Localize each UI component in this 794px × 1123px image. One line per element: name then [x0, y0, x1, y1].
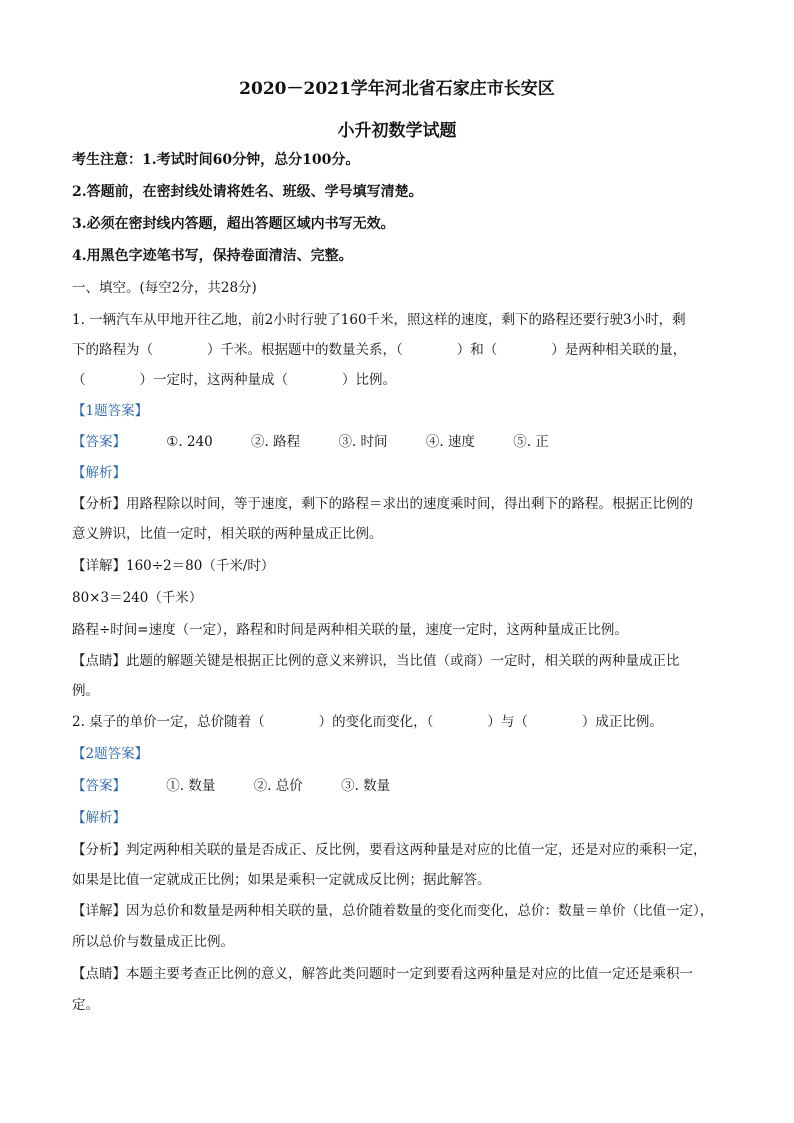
analysis-line: 80×3＝240（千米） [72, 590, 203, 606]
answer-row [72, 776, 732, 796]
answer-item: ①. 240 [166, 434, 213, 450]
answer-item: ②. 路程 [251, 434, 301, 450]
analysis-line: 【详解】160÷2＝80（千米/时） [72, 558, 275, 574]
answer-item: ⑤. 正 [513, 434, 549, 450]
question-line: （ ）一定时，这两种量成（ ）比例。 [72, 372, 396, 388]
question-line: 1. 一辆汽车从甲地开往乙地，前2小时行驶了160千米，照这样的速度，剩下的路程还要行驶3小时，剩 [72, 312, 686, 328]
analysis-line: 【详解】因为总价和数量是两种相关联的量，总价随着数量的变化而变化，总价：数量＝单价（比值一定）， [72, 903, 714, 919]
analysis-line: 【分析】判定两种相关联的量是否成正、反比例，要看这两种量是对应的比值一定，还是对应的乘积一定， [72, 842, 707, 858]
analysis-line: 所以总价与数量成正比例。 [72, 934, 234, 950]
answer-label: 【答案】 [72, 434, 126, 450]
section-heading: 一、填空。(每空2分，共28分) [72, 280, 257, 296]
analysis-tag: 【解析】 [72, 465, 126, 481]
note-line: 2.答题前，在密封线处请将姓名、班级、学号填写清楚。 [72, 184, 423, 200]
note-line: 考生注意：1.考试时间60分钟，总分100分。 [72, 152, 360, 168]
analysis-line: 【点睛】本题主要考查正比例的意义，解答此类问题时一定到要看这两种量是对应的比值一定还是乘积一 [72, 966, 693, 982]
analysis-line: 意义辨识，比值一定时，相关联的两种量成正比例。 [72, 526, 383, 542]
answer-item: ③. 数量 [341, 778, 391, 794]
answer-tag: 【1题答案】 [72, 403, 149, 419]
question-line: 下的路程为（ ）千米。根据题中的数量关系，（ ）和（ ）是两种相关联的量， [72, 342, 687, 358]
analysis-tag: 【解析】 [72, 810, 126, 826]
question-line: 2. 桌子的单价一定，总价随着（ ）的变化而变化，（ ）与（ ）成正比例。 [72, 714, 663, 730]
note-line: 3.必须在密封线内答题，超出答题区域内书写无效。 [72, 216, 395, 232]
analysis-line: 定。 [72, 997, 99, 1013]
answer-list [166, 776, 424, 796]
answer-list [166, 432, 583, 452]
page-subtitle: 小升初数学试题 [337, 121, 457, 141]
answer-row [72, 432, 732, 452]
answer-item: ④. 速度 [425, 434, 475, 450]
answer-item: ③. 时间 [338, 434, 388, 450]
analysis-line: 如果是比值一定就成正比例；如果是乘积一定就成反比例；据此解答。 [72, 872, 491, 888]
answer-item: ②. 总价 [253, 778, 303, 794]
answer-tag: 【2题答案】 [72, 746, 149, 762]
analysis-line: 例。 [72, 683, 99, 699]
analysis-line: 【分析】用路程除以时间，等于速度，剩下的路程＝求出的速度乘时间，得出剩下的路程。根据正比例的 [72, 496, 693, 512]
answer-item: ①. 数量 [166, 778, 216, 794]
analysis-line: 【点睛】此题的解题关键是根据正比例的意义来辨识，当比值（或商）一定时，相关联的两种量成正比 [72, 653, 680, 669]
analysis-line: 路程÷时间=速度（一定），路程和时间是两种相关联的量，速度一定时，这两种量成正比例。 [72, 622, 628, 638]
page-title: 2020－2021学年河北省石家庄市长安区 [239, 79, 555, 99]
answer-label: 【答案】 [72, 778, 126, 794]
note-line: 4.用黑色字迹笔书写，保持卷面清洁、完整。 [72, 248, 353, 264]
